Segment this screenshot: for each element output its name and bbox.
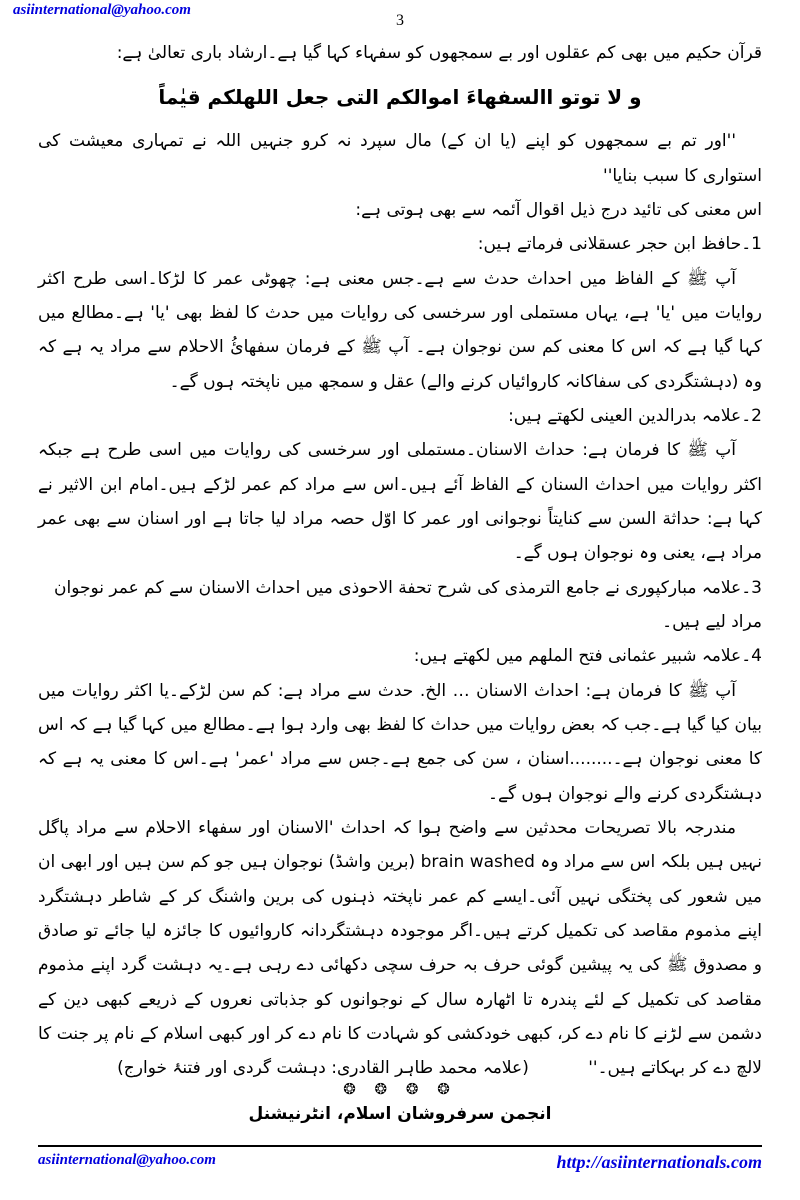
verse-translation: ''اور تم بے سمجھوں کو اپنے (یا ان کے) مال سپرد نہ کرو جنہیں اللہ نے تمہاری معیشت کی استواری کا سبب بنایا'' xyxy=(38,131,762,186)
scholar-quote-4-body: آپ ﷺ کا فرمان ہے: احداث الاسنان … الخ. حدث سے مراد ہے: کم سن لڑکے۔یا اکثر روایات میں بیان کیا گیا ہے۔جب کہ بعض روایات میں حداث کا لفظ بھی وارد ہوا ہے۔مطالع میں کہا گیا ہے کہ اس کا معنی نوجوان ہے۔........اسنان ، سن کی جمع ہے۔جس سے مراد 'عمر' ہے۔اس کا معنی یہ ہے کہ دہشتگردی کرنے والے نوجوان ہوں گے۔ xyxy=(38,680,762,804)
conclusion-text: مندرجہ بالا تصریحات محدثین سے واضح ہوا کہ احداث 'الاسنان اور سفهاء الاحلام سے مراد پاگل نہیں ہیں بلکہ اس سے مراد وہ brain washed (برین واشڈ) نوجوان ہیں جو کم سن ہیں اور ابھی ان میں شعور کی پختگی نہیں آئی۔ایسے کم عمر ناپختہ ذہنوں کی برین واشنگ کر کے شاطر دہشتگرد اپنے مذموم مقاصد کی تکمیل کرتے ہیں۔اگر موجودہ دہشتگردانہ کاروائیوں کا جائزہ لیا جائے تو صادق و مصدوق ﷺ کی یہ پیشین گوئی حرف بہ حرف سچی دکھائی دے رہی ہے۔یہ دہشت گرد اپنے مذموم مقاصد کی تکمیل کے لئے پندرہ تا اٹھارہ سال کے نوجوانوں کو جذباتی نعروں کے ذریعے کبھی دین کے دشمن سے لڑنے کا نام دے کر، کبھی خودکشی کو شہادت کا نام دے کر اور کبھی اسلام کے نام پر جنت کا لالچ دے کر بہکاتے ہیں۔'' xyxy=(38,817,762,1079)
scholar-quote-1-heading: 1۔حافظ ابن حجر عسقلانی فرماتے ہیں: xyxy=(477,234,762,255)
header-email: asiinternational@yahoo.com xyxy=(13,2,191,18)
organization-name: انجمن سرفروشان اسلام، انٹرنیشنل xyxy=(248,1104,552,1124)
scholar-quote-3: 3۔علامہ مبارکپوری نے جامع الترمذی کی شرح تحفة الاحوذی میں احداث الاسنان سے کم عمر نوجوان مراد لیے ہیں۔ xyxy=(54,577,762,632)
scholar-quote-2-heading: 2۔علامہ بدرالدین العینی لکھتے ہیں: xyxy=(508,405,762,426)
star-ornament-icons: ❂ ❂ ❂ ❂ xyxy=(343,1080,457,1098)
document-body xyxy=(38,36,762,1086)
support-statement: اس معنی کی تائید درج ذیل اقوال آئمہ سے بھی ہوتی ہے: xyxy=(355,199,762,220)
footer-website: http://asiinternationals.com xyxy=(556,1152,762,1172)
conclusion-paragraph xyxy=(38,811,762,1086)
source-citation: (علامہ محمد طاہر القادری: دہشت گردی اور فتنۂ خوارج) xyxy=(117,1058,529,1079)
page-footer xyxy=(38,1145,762,1173)
scholar-quote-4-heading: 4۔علامہ شبیر عثمانی فتح الملهم میں لکھتے ہیں: xyxy=(413,646,762,667)
page-number: 3 xyxy=(396,12,404,29)
intro-line: قرآن حکیم میں بھی کم عقلوں اور بے سمجھوں کو سفہاء کہا گیا ہے۔ارشاد باری تعالیٰ ہے: xyxy=(116,43,762,63)
scholar-quote-1-body: آپ ﷺ کے الفاظ میں احداث حدث سے ہے۔جس معنی ہے: چھوٹی عمر کا لڑکا۔اسی طرح اکثر روایات میں 'یا' ہے، یہاں مستملی اور سرخسی کی روایات میں حدث کا لفظ بھی 'یا' ہے۔مطالع میں کہا گیا ہے کہ اس کا معنی کم سن نوجوان ہے۔ آپ ﷺ کے فرمان سفهائُ الاحلام سے مراد یہ ہے کہ وہ (دہشتگردی کی سفاکانہ کاروائیاں کرنے والے) عقل و سمجھ میں ناپختہ ہوں گے۔ xyxy=(38,268,762,392)
footer-email: asiinternational@yahoo.com xyxy=(38,1152,216,1168)
scholar-quote-2-body: آپ ﷺ کا فرمان ہے: حداث الاسنان۔مستملی اور سرخسی کی روایات میں اسی طرح ہے جبکہ اکثر روایات میں احداث السنان کے الفاظ آئے ہیں۔اس سے مراد کم عمر لڑکے ہیں۔امام ابن الاثیر نے کہا ہے: حداثة السن سے کنایتاً نوجوانی اور عمر کا اوّل حصہ مراد لیا جاتا ہے اور اسنان سے بھی عمر مراد ہے، یعنی وہ نوجوان ہوں گے۔ xyxy=(38,440,762,564)
quran-verse: و لا توتو االسفهاءَ اموالكم التى جعل اللهلكم قيٰماً xyxy=(158,85,642,110)
